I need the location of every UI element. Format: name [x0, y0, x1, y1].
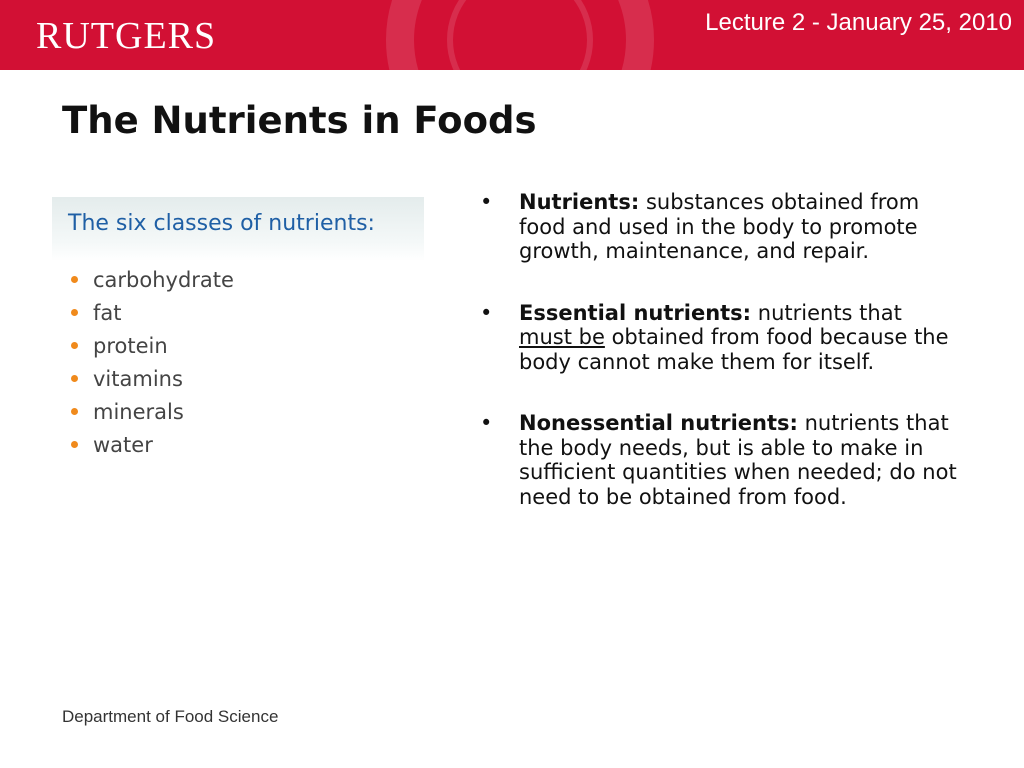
bullet-dot-icon — [71, 276, 78, 283]
definition-emphasis: must be — [519, 325, 605, 349]
slide-header — [0, 0, 1024, 70]
list-item — [68, 395, 234, 428]
bullet-dot-icon — [71, 375, 78, 382]
lecture-label: Lecture 2 - January 25, 2010 — [705, 9, 1012, 36]
bullet-icon: • — [480, 300, 493, 325]
definition-text-before: nutrients that — [757, 300, 902, 325]
definition-nonessential-nutrients — [478, 411, 958, 509]
footer-department: Department of Food Science — [62, 707, 279, 726]
figure-title: The six classes of nutrients: — [68, 211, 375, 236]
list-item — [68, 362, 234, 395]
figure-header — [52, 197, 424, 261]
nutrient-class: protein — [93, 333, 168, 358]
definition-term: Nutrients: — [519, 190, 640, 214]
definition-list — [478, 190, 958, 546]
definition-term: Essential nutrients: — [519, 300, 752, 325]
slide-title: The Nutrients in Foods — [62, 99, 537, 142]
nutrient-class: fat — [93, 300, 122, 325]
bullet-icon: • — [480, 190, 493, 214]
bullet-icon: • — [480, 411, 493, 435]
bullet-dot-icon — [71, 309, 78, 316]
definition-text-after: obtained from food because the body cannot make them for itself. — [519, 325, 949, 374]
definition-nutrients — [478, 190, 958, 264]
nutrient-class: water — [93, 432, 153, 457]
definition-text: substances obtained from food and used in the body to promote growth, maintenance, and repair. — [519, 190, 920, 263]
bullet-dot-icon — [71, 342, 78, 349]
list-item — [68, 296, 234, 329]
header-watermark — [330, 0, 710, 70]
bullet-dot-icon — [71, 408, 78, 415]
nutrient-class: minerals — [93, 399, 184, 424]
nutrient-class-list — [68, 263, 234, 461]
bullet-dot-icon — [71, 441, 78, 448]
definition-text: nutrients that the body needs, but is able to make in sufficient quantities when needed; do not need to be obtained from food. — [519, 411, 957, 509]
nutrient-class: vitamins — [93, 366, 183, 391]
list-item — [68, 263, 234, 296]
list-item — [68, 428, 234, 461]
definition-term: Nonessential nutrients: — [519, 411, 798, 435]
definition-essential-nutrients — [478, 301, 958, 375]
nutrient-class: carbohydrate — [93, 267, 234, 292]
list-item — [68, 329, 234, 362]
rutgers-logo: RUTGERS — [36, 15, 217, 57]
nutrient-classes-figure — [52, 197, 424, 467]
